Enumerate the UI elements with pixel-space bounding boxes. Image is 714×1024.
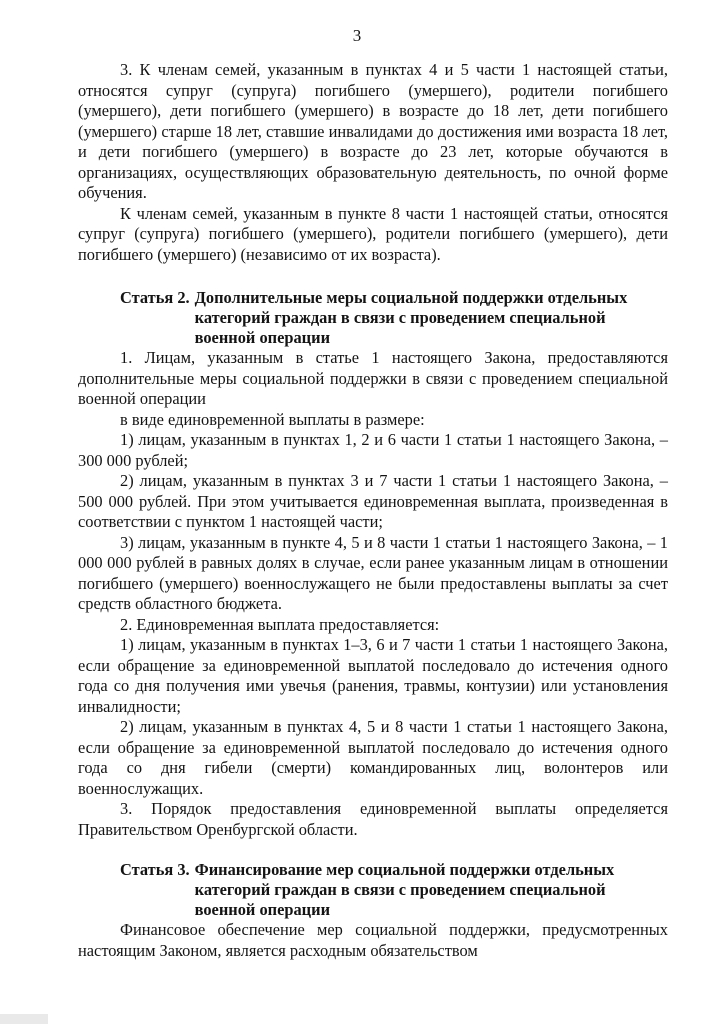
paragraph-article2-item1: 1) лицам, указанным в пунктах 1, 2 и 6 части 1 статьи 1 настоящего Закона, – 300 000 рублей;	[78, 430, 668, 470]
paragraph-article2-part1: 1. Лицам, указанным в статье 1 настоящего Закона, предоставляются дополнительные меры социальной поддержки в связи с проведением специальной военной операции	[78, 348, 668, 408]
paragraph-article2-part2: 2. Единовременная выплата предоставляется:	[120, 614, 440, 634]
paragraph-article2-item3: 3) лицам, указанным в пункте 4, 5 и 8 части 1 статьи 1 настоящего Закона, – 1 000 000 рублей в равных долях в случае, если ранее указанным лицам в отношении погибшего (умершего) военнослужащего не были предоставлены выплаты за счет средств областного бюджета.	[78, 532, 668, 613]
paragraph-article3-financing: Финансовое обеспечение мер социальной поддержки, предусмотренных настоящим Законом, является расходным обязательством	[78, 920, 668, 960]
page-number: 3	[352, 26, 362, 45]
article-3-label: Статья 3.	[120, 860, 190, 879]
paragraph-article2-part2-item1: 1) лицам, указанным в пунктах 1–3, 6 и 7 части 1 статьи 1 настоящего Закона, если обращение за единовременной выплатой последовало до истечения одного года со дня получения ими увечья (ранения, травмы, контузии) или установления инвалидности;	[78, 635, 668, 716]
scan-edge-mark	[0, 1014, 48, 1024]
paragraph-article2-payment-size: в виде единовременной выплаты в размере:	[120, 409, 425, 429]
article-2-heading	[120, 288, 668, 348]
document-body	[78, 60, 668, 961]
paragraph-article1-part3: 3. К членам семей, указанным в пунктах 4 и 5 части 1 настоящей статьи, относятся супруг (супруга) погибшего (умершего), родители погибшего (умершего), дети погибшего (умершего) в возрасте до 18 лет, дети погибшего (умершего) старше 18 лет, ставшие инвалидами до достижения ими возраста 18 лет, и дети погибшего (умершего) в возрасте до 23 лет, которые обучаются в организациях, осуществляющих образовательную деятельность, по очной форме обучения.	[78, 60, 668, 202]
paragraph-article1-part3-family: К членам семей, указанным в пункте 8 части 1 настоящей статьи, относятся супруг (супруга) погибшего (умершего), родители погибшего (умершего), дети погибшего (умершего) (независимо от их возраста).	[78, 203, 668, 264]
paragraph-article2-part2-item2: 2) лицам, указанным в пунктах 4, 5 и 8 части 1 статьи 1 настоящего Закона, если обращение за единовременной выплатой последовало до истечения одного года со дня гибели (смерти) командированных лиц, волонтеров или военнослужащих.	[78, 717, 668, 798]
article-2-label: Статья 2.	[120, 288, 190, 307]
article-3-heading	[120, 860, 668, 920]
paragraph-article2-part3: 3. Порядок предоставления единовременной выплаты определяется Правительством Оренбургской области.	[78, 799, 668, 839]
article-2-title: Дополнительные меры социальной поддержки отдельных категорий граждан в связи с проведением специальной военной операции	[194, 288, 628, 347]
paragraph-article2-item2: 2) лицам, указанным в пунктах 3 и 7 части 1 статьи 1 настоящего Закона, – 500 000 рублей. При этом учитывается единовременная выплата, произведенная в соответствии с пунктом 1 настоящей части;	[78, 471, 668, 531]
article-3-title: Финансирование мер социальной поддержки отдельных категорий граждан в связи с проведением специальной военной операции	[194, 860, 615, 919]
